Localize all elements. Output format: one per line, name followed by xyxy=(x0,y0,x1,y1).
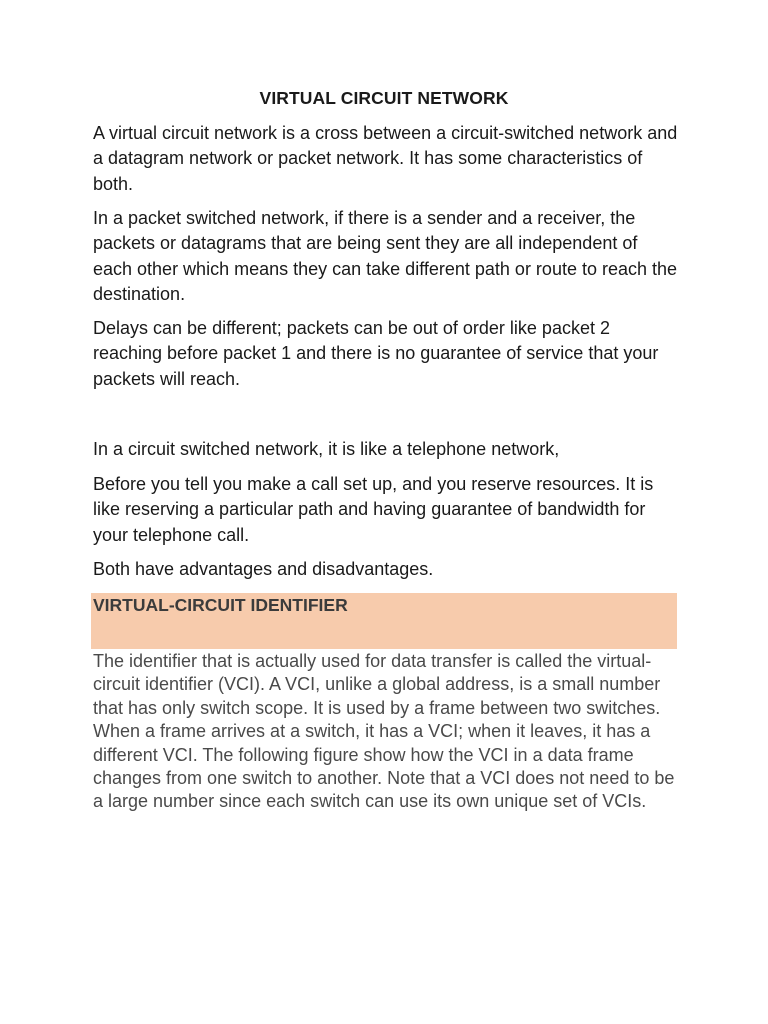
paragraph-call-setup: Before you tell you make a call set up, and you reserve resources. It is like reserving a particular path and having guarantee of bandwidth for your telephone call. xyxy=(93,474,654,545)
paragraph-advantages: Both have advantages and disadvantages. xyxy=(93,559,434,579)
paragraph-circuit-switched: In a circuit switched network, it is like a telephone network, xyxy=(93,439,560,459)
section-heading: VIRTUAL-CIRCUIT IDENTIFIER xyxy=(93,595,348,615)
section-heading-band xyxy=(91,593,677,649)
paragraph-delays: Delays can be different; packets can be out of order like packet 2 reaching before packet 1 and there is no guarantee of service that your packets will reach. xyxy=(93,318,659,389)
section-body: The identifier that is actually used for data transfer is called the virtual-circuit identifier (VCI). A VCI, unlike a global address, is a small number that has only switch scope. It is used by a frame between two switches. When a frame arrives at a switch, it has a VCI; when it leaves, it has a different VCI. The following figure show how the VCI in a data frame changes from one switch to another. Note that a VCI does not need to be a large number since each switch can use its own unique set of VCIs. xyxy=(93,651,675,812)
document-title: VIRTUAL CIRCUIT NETWORK xyxy=(259,88,509,108)
paragraph-intro: A virtual circuit network is a cross between a circuit-switched network and a datagram network or packet network. It has some characteristics of both. xyxy=(93,123,678,194)
paragraph-packet-switched: In a packet switched network, if there is a sender and a receiver, the packets or datagrams that are being sent they are all independent of each other which means they can take different path or route to reach the destination. xyxy=(93,208,678,304)
